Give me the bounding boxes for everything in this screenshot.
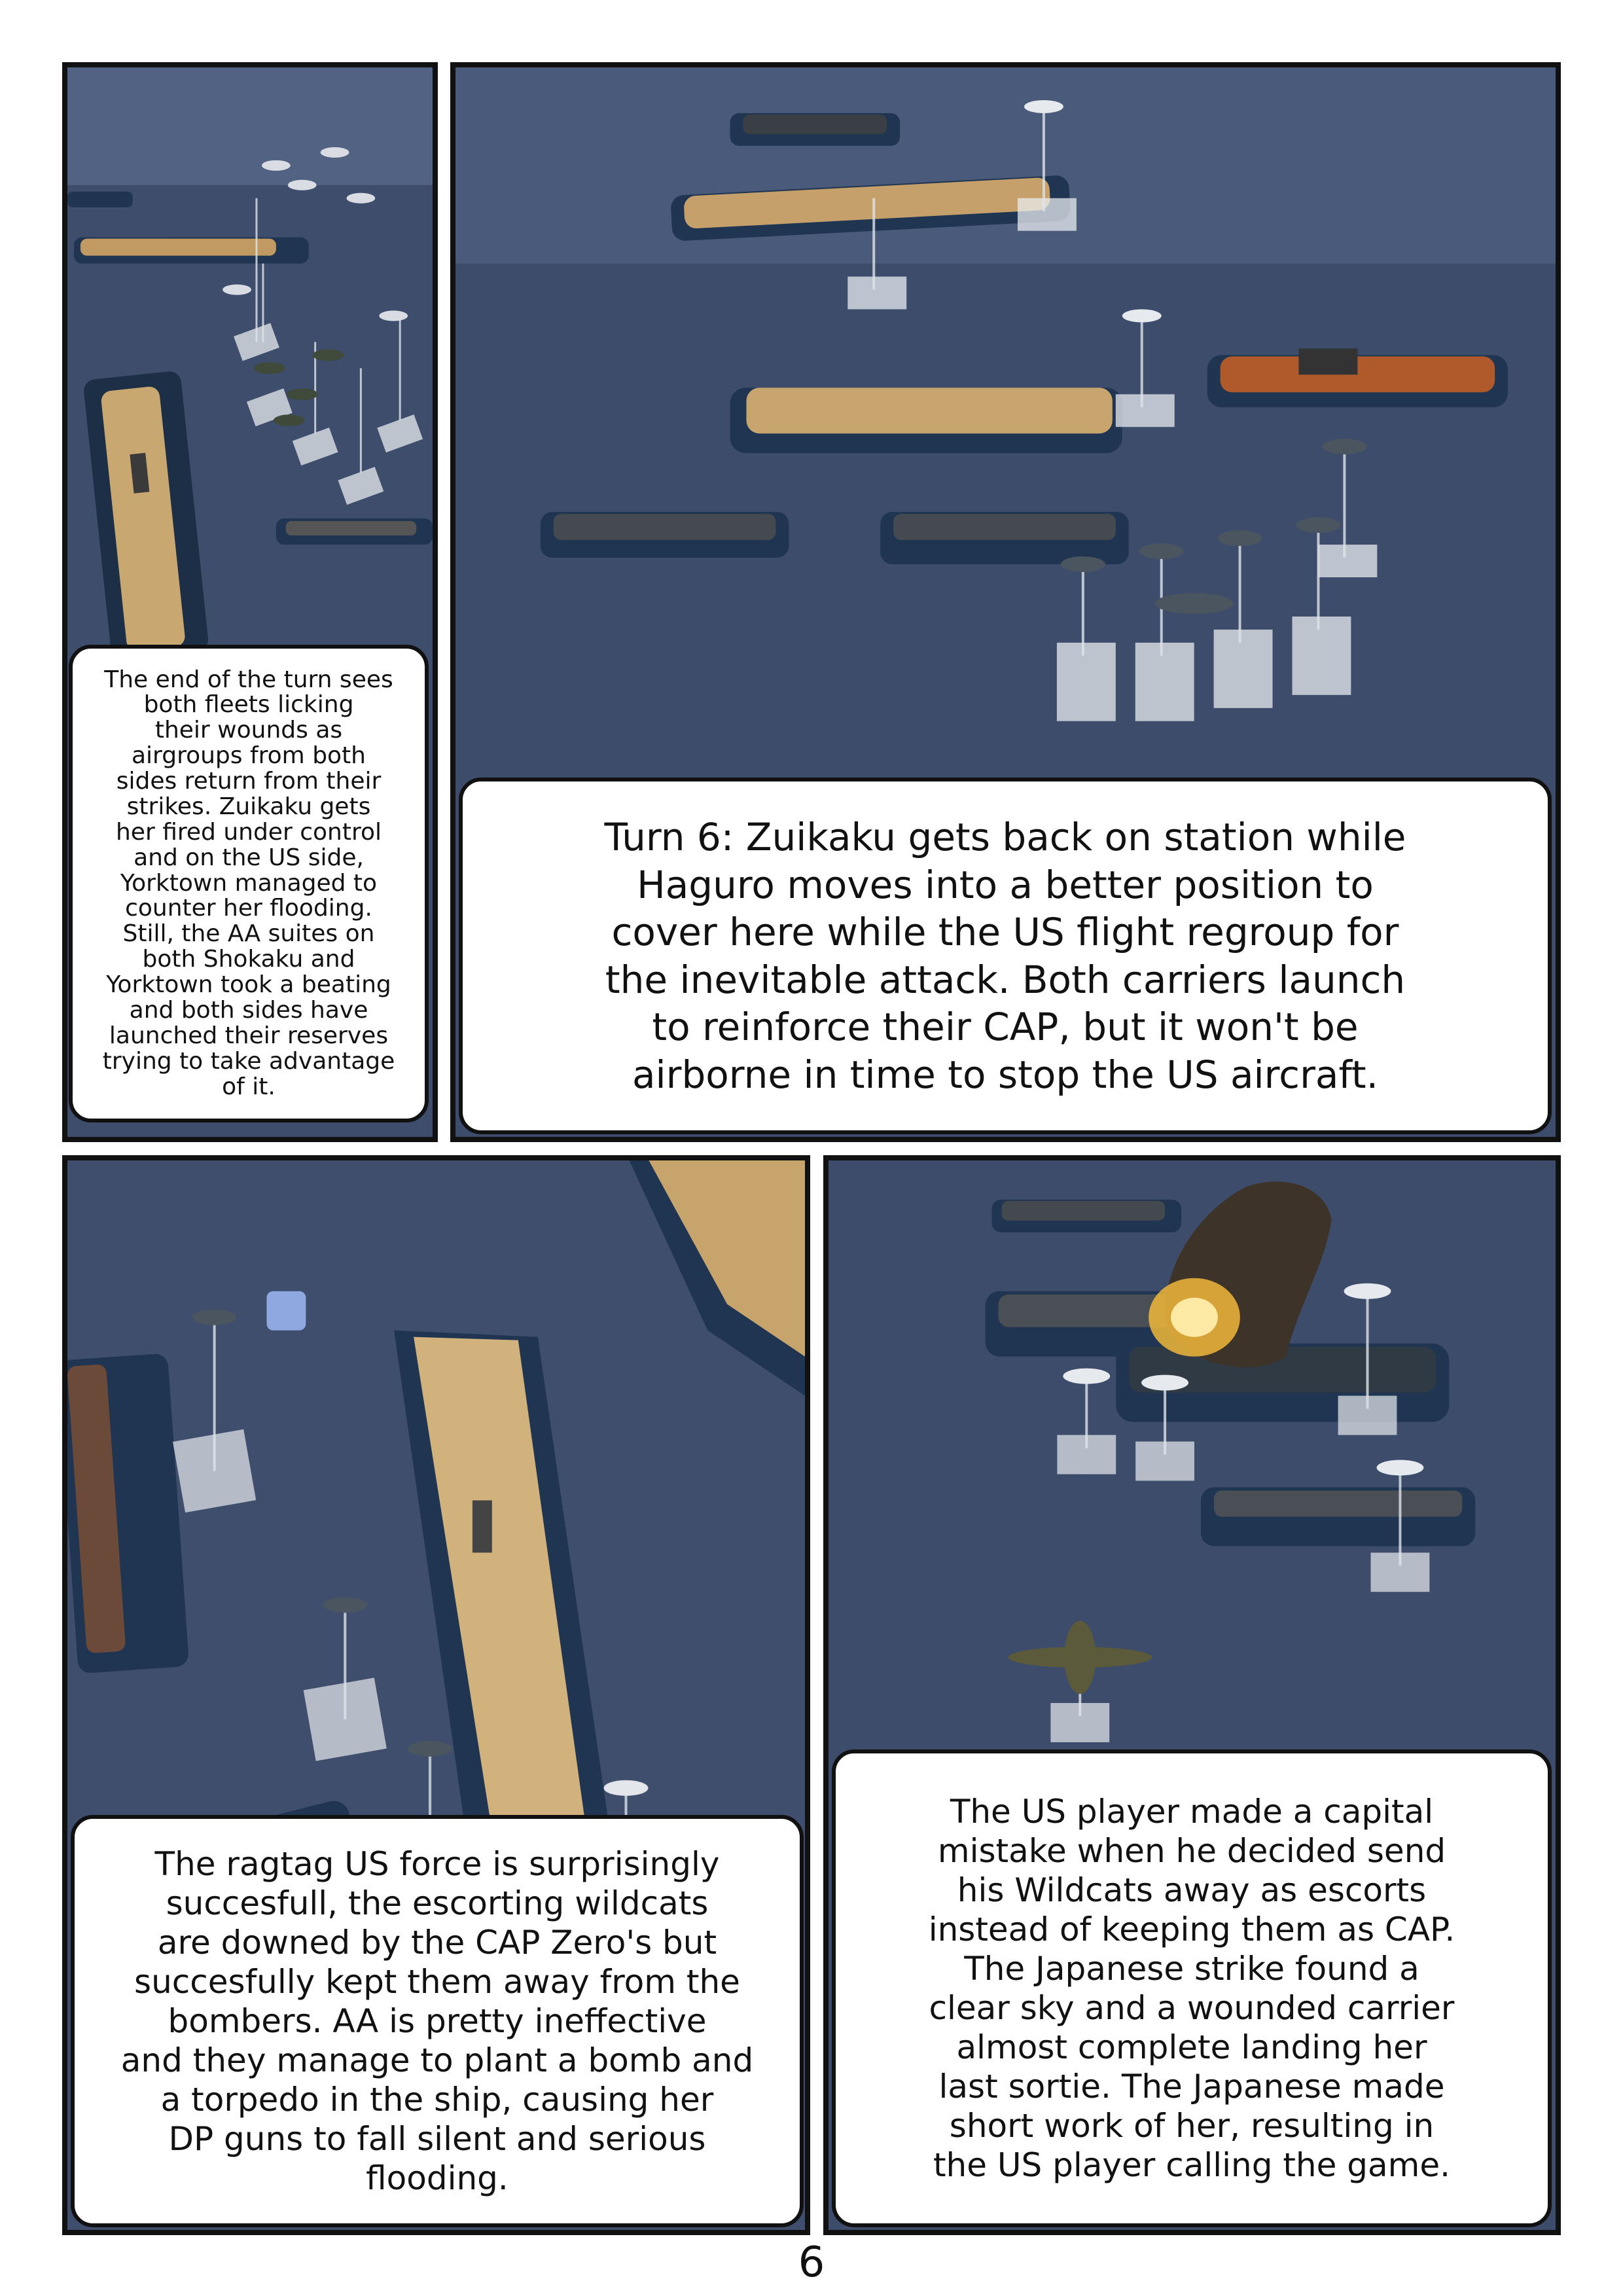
panel-3-caption: The ragtag US force is surprisingly succesfull, the escorting wildcats are downed by the CAP Zero's but succesfully kept them away from the bombers. AA is pretty ineffective and they manage to plant a bomb and a torpedo in the ship, causing her DP guns to fall silent and serious flooding. — [71, 1815, 804, 2227]
panel-3 — [62, 1155, 810, 2235]
panel-1 — [62, 62, 438, 1142]
panel-2 — [450, 62, 1561, 1142]
panel-2-caption: Turn 6: Zuikaku gets back on station while Haguro moves into a better position to cover here while the US flight regroup for the inevitable attack. Both carriers launch to reinforce their CAP, but it won't be airborne in time to stop the US aircraft. — [459, 778, 1552, 1134]
cruiser-model — [1207, 348, 1508, 407]
panel-4-caption: The US player made a capital mistake when he decided send his Wildcats away as escorts instead of keeping them as CAP. The Japanese strike found a clear sky and a wounded carrier almost complete landing her last sortie. The Japanese made short work of her, resulting in the US player calling the game. — [832, 1749, 1552, 2227]
page-number: 6 — [798, 2238, 825, 2287]
panel-1-caption: The end of the turn sees both fleets licking their wounds as airgroups from both sides return from their strikes. Zuikaku gets her fired under control and on the US side, Yorktown managed to counter her flooding. Still, the AA suites on both Shokaku and Yorktown took a beating and both sides have launched their reserves trying to take advantage of it. — [69, 645, 429, 1122]
japanese-carrier-model — [730, 387, 1122, 453]
dice-model — [266, 1291, 306, 1331]
panel-4 — [823, 1155, 1561, 2235]
